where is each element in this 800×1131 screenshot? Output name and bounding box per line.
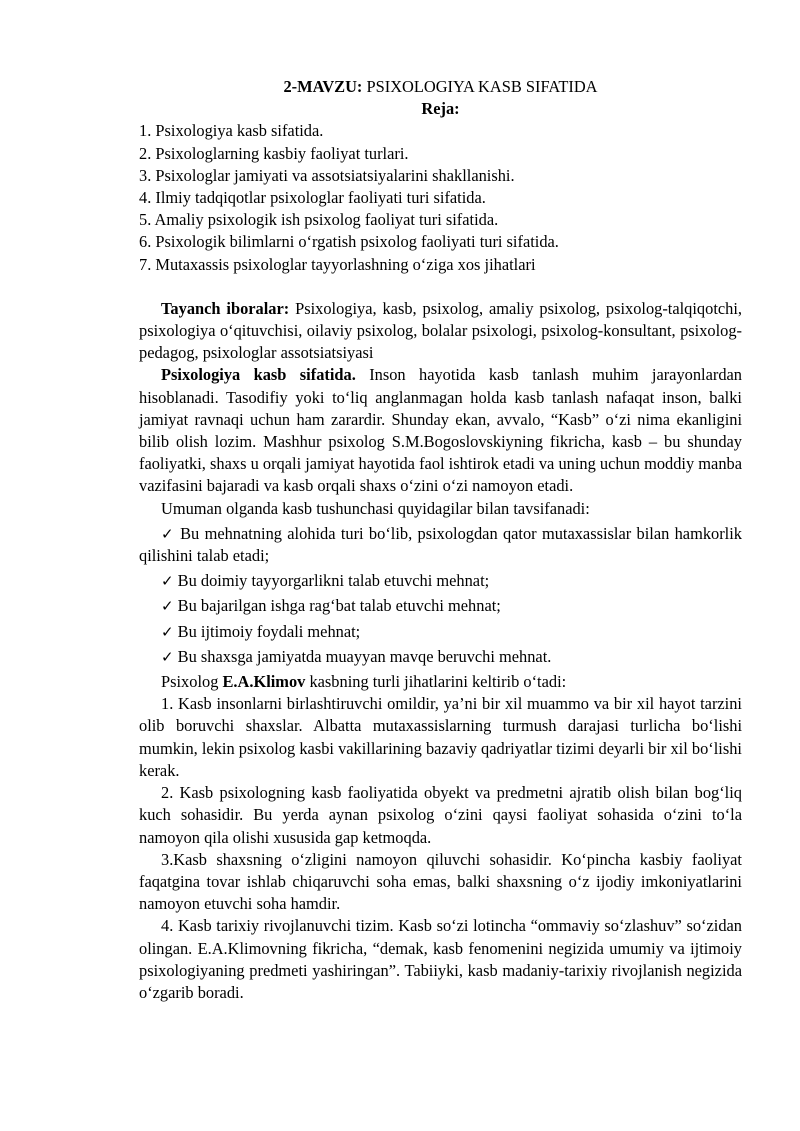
checkmark-icon: ✓ bbox=[161, 622, 174, 641]
aspect-paragraph: 3.Kasb shaxsning o‘zligini namoyon qiluvchi sohasidir. Ko‘pincha kasbiy faoliyat faqatgina tovar ishlab chiqaruvchi soha emas, balki shaxsning o‘z ijodiy imkoniyatlarini namoyon etuvchi soha hamdir. bbox=[139, 849, 742, 914]
aspect-paragraph: 2. Kasb psixologning kasb faoliyatida obyekt va predmetni ajratib olish bilan bog‘liq kuch sohasidir. Bu yerda aynan psixolog o‘zini qaysi faoliyat sohasida o‘zini to‘la namoyon qila olishi xususida gap ketmoqda. bbox=[139, 783, 742, 847]
klimov-intro: Psixolog E.A.Klimov kasbning turli jihatlarini keltirib o‘tadi: bbox=[161, 672, 567, 692]
keywords-label: Tayanch iboralar: bbox=[161, 298, 290, 318]
title-topic-number: 2-MAVZU: bbox=[283, 77, 363, 96]
plan-item: 7. Mutaxassis psixologlar tayyorlashning o‘ziga xos jihatlari bbox=[139, 254, 536, 274]
plan-item: 2. Psixologlarning kasbiy faoliyat turlari. bbox=[139, 143, 409, 163]
plan-item: 1. Psixologiya kasb sifatida. bbox=[139, 121, 324, 141]
section-label: Psixologiya kasb sifatida. bbox=[161, 365, 356, 385]
plan-item: 4. Ilmiy tadqiqotlar psixologlar faoliyati turi sifatida. bbox=[139, 188, 486, 208]
section-gap bbox=[139, 276, 742, 298]
plan-item: 3. Psixologlar jamiyati va assotsiatsiyalarini shakllanishi. bbox=[139, 165, 515, 185]
plan-item: 6. Psixologik bilimlarni o‘rgatish psixolog faoliyati turi sifatida. bbox=[139, 232, 559, 252]
check-item: ✓ Bu mehnatning alohida turi bo‘lib, psixologdan qator mutaxassislar bilan hamkorlik qilishini talab etadi; bbox=[139, 523, 742, 566]
plan-list bbox=[139, 120, 742, 275]
aspect-paragraph: 1. Kasb insonlarni birlashtiruvchi omildir, ya’ni bir xil muammo va bir xil hayot tarzini olib boruvchi shaxslar. Albatta mutaxassislarning turmush darajasi turlicha bo‘lishi mumkin, lekin psixolog kasbi vakillarining bazaviy qadriyatlar tizimi deyarli bir xil bo‘lishi kerak. bbox=[139, 694, 742, 780]
keywords-text: Psixologiya, kasb, psixolog, amaliy psixolog, psixolog-talqiqotchi, psixologiya o‘qituvchisi, oilaviy psixolog, bolalar psixologi, psixolog-konsultant, psixolog-pedagog, psixologlar assotsiatsiyasi bbox=[139, 298, 742, 363]
check-item: ✓ Bu ijtimoiy foydali mehnat; bbox=[161, 621, 361, 641]
check-item: ✓ Bu bajarilgan ishga rag‘bat talab etuvchi mehnat; bbox=[161, 596, 501, 616]
list-intro: Umuman olganda kasb tushunchasi quyidagilar bilan tavsifanadi: bbox=[161, 498, 590, 518]
author-name: E.A.Klimov bbox=[222, 672, 306, 692]
section-paragraph bbox=[139, 364, 742, 497]
plan-heading: Reja: bbox=[421, 99, 460, 119]
plan-item: 5. Amaliy psixologik ish psixolog faoliyat turi sifatida. bbox=[139, 210, 499, 230]
check-item: ✓ Bu shaxsga jamiyatda muayyan mavqe beruvchi mehnat. bbox=[161, 646, 552, 666]
checkmark-icon: ✓ bbox=[161, 524, 175, 543]
check-item: ✓ Bu doimiy tayyorgarlikni talab etuvchi mehnat; bbox=[161, 571, 490, 591]
aspect-paragraph: 4. Kasb tarixiy rivojlanuvchi tizim. Kasb so‘zi lotincha “ommaviy so‘zlashuv” so‘zidan olingan. E.A.Klimovning fikricha, “demak, kasb fenomenini negizida umumiy va ijtimoiy psixologiyaning predmeti yashiringan”. Tabiiyki, kasb madaniy-tarixiy rivojlanish negizida o‘zgarib boradi. bbox=[139, 916, 742, 1002]
checkmark-icon: ✓ bbox=[161, 597, 174, 616]
document-title bbox=[139, 76, 742, 98]
section-text: Inson hayotida kasb tanlash muhim jarayonlardan hisoblanadi. Tasodifiy yoki to‘liq anglanmagan holda kasb tanlash nafaqat inson, balki jamiyat ravnaqi uchun ham zarardir. Shunday ekan, avvalo, “Kasb” o‘zi nima ekanligini bilib olish lozim. Mashhur psixolog S.M.Bogoslovskiyning fikricha, kasb – bu shunday faoliyatki, shaxs u orqali jamiyat hayotida faol ishtirok etadi va uning uchun moddiy manba vazifasini bajaradi va kasb orqali shaxs o‘zini o‘zi namoyon etadi. bbox=[139, 365, 742, 496]
check-list bbox=[139, 523, 742, 668]
title-topic-name: PSIXOLOGIYA KASB SIFATIDA bbox=[362, 77, 598, 96]
keywords-paragraph bbox=[139, 298, 742, 365]
checkmark-icon: ✓ bbox=[161, 572, 174, 591]
checkmark-icon: ✓ bbox=[161, 647, 174, 666]
